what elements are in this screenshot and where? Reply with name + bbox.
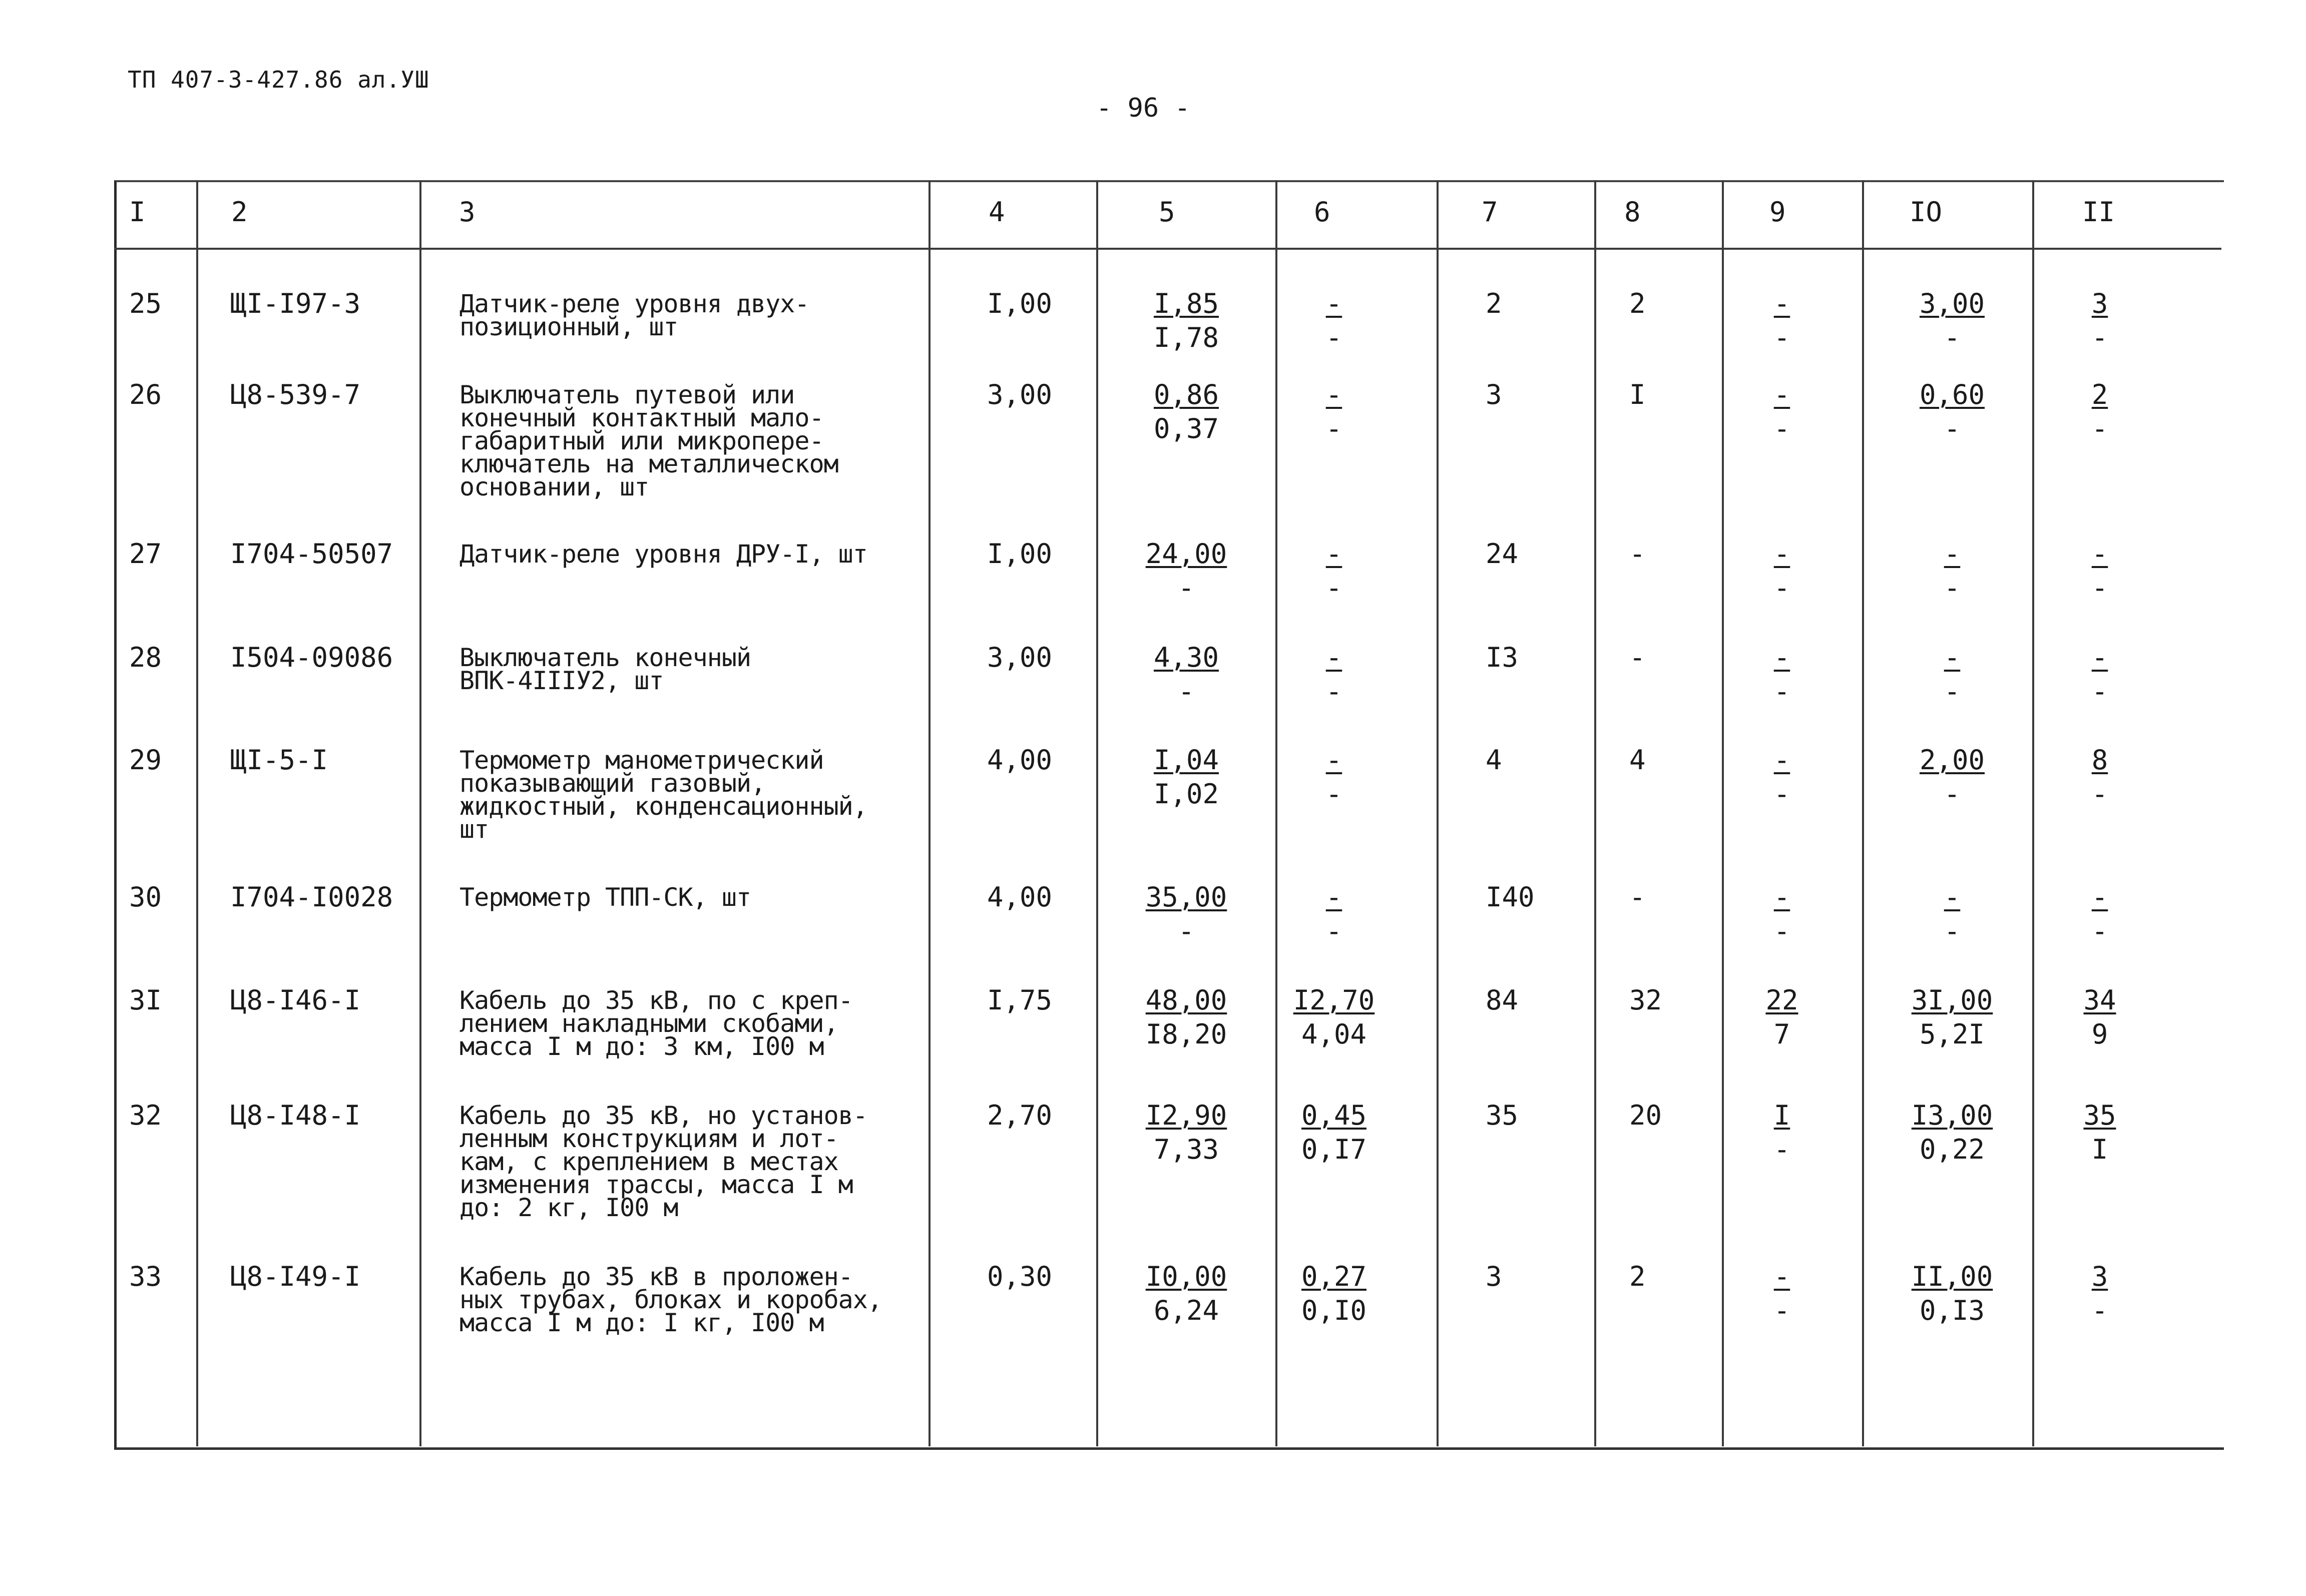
fraction-numerator: - bbox=[1773, 379, 1790, 410]
fraction-numerator: 35,00 bbox=[1145, 881, 1227, 913]
fraction-numerator: 24,00 bbox=[1145, 538, 1227, 570]
header-col-9: 9 bbox=[1769, 196, 1786, 228]
fraction-denominator: - bbox=[2091, 778, 2108, 810]
fraction-denominator: - bbox=[2091, 322, 2108, 353]
fraction-denominator: - bbox=[1325, 413, 1342, 444]
document-code: ТП 407-3-427.86 ал.УШ bbox=[128, 66, 429, 93]
row-33-col-4: 0,30 bbox=[987, 1261, 1053, 1292]
row-26-col-6-fraction bbox=[1279, 381, 1389, 442]
row-30-col-4: 4,00 bbox=[987, 881, 1053, 913]
fraction-numerator: 35 bbox=[2083, 1100, 2116, 1131]
header-col-10: IO bbox=[1910, 196, 1943, 228]
row-28-code: I504-09086 bbox=[230, 642, 393, 673]
row-3I-col-10-fraction bbox=[1897, 984, 2007, 1050]
row-29-col-6-fraction bbox=[1279, 744, 1389, 810]
fraction-numerator: - bbox=[1325, 744, 1342, 776]
column-divider-5 bbox=[1275, 180, 1277, 1446]
row-3I-col-9-fraction bbox=[1727, 984, 1837, 1050]
row-30-col-8: - bbox=[1629, 881, 1646, 913]
row-25-col-4: I,00 bbox=[987, 288, 1053, 319]
row-27-code: I704-50507 bbox=[230, 538, 393, 570]
row-26-col-10-fraction bbox=[1897, 381, 2007, 442]
fraction-numerator: - bbox=[2091, 881, 2108, 913]
row-25-name: Датчик-реле уровня двух- позиционный, шт bbox=[459, 289, 809, 341]
fraction-denominator: - bbox=[1773, 676, 1790, 707]
fraction-denominator: - bbox=[1773, 1295, 1790, 1326]
row-3I-col-8: 32 bbox=[1629, 984, 1662, 1016]
row-28-col-8: - bbox=[1629, 642, 1646, 673]
row-29-col-11-fraction bbox=[2045, 744, 2155, 810]
fraction-denominator: 0,37 bbox=[1153, 413, 1219, 444]
row-28-col-10-fraction bbox=[1897, 644, 2007, 705]
fraction-denominator: - bbox=[2091, 572, 2108, 604]
row-33-col-7: 3 bbox=[1486, 1261, 1502, 1292]
row-26-code: Ц8-539-7 bbox=[230, 379, 361, 410]
row-25-col-11-fraction bbox=[2045, 290, 2155, 351]
row-29-col-9-fraction bbox=[1727, 744, 1837, 810]
fraction-denominator: - bbox=[2091, 676, 2108, 707]
column-divider-2 bbox=[419, 180, 421, 1446]
fraction-denominator: 4,04 bbox=[1301, 1018, 1367, 1050]
row-28-col-6-fraction bbox=[1279, 644, 1389, 705]
row-27-col-5-fraction bbox=[1131, 538, 1241, 604]
fraction-denominator: I,02 bbox=[1153, 778, 1219, 810]
row-25-col-9-fraction bbox=[1727, 290, 1837, 351]
row-29-col-10-fraction bbox=[1897, 744, 2007, 810]
row-28-number: 28 bbox=[129, 642, 162, 673]
fraction-numerator: 0,86 bbox=[1153, 379, 1219, 410]
fraction-numerator: 4,30 bbox=[1153, 642, 1219, 673]
column-divider-4 bbox=[1096, 180, 1098, 1446]
row-25-code: ЩI-I97-3 bbox=[230, 288, 361, 319]
fraction-denominator: - bbox=[1178, 676, 1195, 707]
row-32-col-6-fraction bbox=[1279, 1102, 1389, 1163]
fraction-numerator: - bbox=[1773, 642, 1790, 673]
fraction-numerator: - bbox=[1773, 881, 1790, 913]
table-frame bbox=[114, 180, 2224, 1450]
fraction-denominator: - bbox=[1944, 915, 1961, 947]
fraction-denominator: 5,2I bbox=[1919, 1018, 1985, 1050]
fraction-denominator: - bbox=[1944, 413, 1961, 444]
row-30-col-10-fraction bbox=[1897, 881, 2007, 947]
column-divider-3 bbox=[929, 180, 931, 1446]
row-30-name: Термометр ТПП-СК, шт bbox=[459, 883, 751, 912]
row-28-col-9-fraction bbox=[1727, 644, 1837, 705]
fraction-numerator: - bbox=[2091, 538, 2108, 570]
row-26-col-4: 3,00 bbox=[987, 379, 1053, 410]
header-col-6: 6 bbox=[1314, 196, 1330, 228]
fraction-numerator: - bbox=[1325, 538, 1342, 570]
column-divider-6 bbox=[1437, 180, 1439, 1446]
row-28-col-11-fraction bbox=[2045, 644, 2155, 705]
row-32-col-8: 20 bbox=[1629, 1100, 1662, 1131]
row-32-code: Ц8-I48-I bbox=[230, 1100, 361, 1131]
fraction-denominator: - bbox=[1773, 322, 1790, 353]
fraction-denominator: I bbox=[2091, 1134, 2108, 1165]
fraction-numerator: - bbox=[1773, 744, 1790, 776]
header-col-2: 2 bbox=[231, 196, 248, 228]
row-30-col-7: I40 bbox=[1486, 881, 1535, 913]
fraction-numerator: - bbox=[1325, 288, 1342, 319]
row-33-col-10-fraction bbox=[1897, 1263, 2007, 1324]
fraction-denominator: - bbox=[1773, 413, 1790, 444]
fraction-numerator: - bbox=[1773, 288, 1790, 319]
fraction-denominator: 7,33 bbox=[1153, 1134, 1219, 1165]
row-26-col-8: I bbox=[1629, 379, 1646, 410]
fraction-denominator: I8,20 bbox=[1145, 1018, 1227, 1050]
row-3I-col-6-fraction bbox=[1279, 984, 1389, 1050]
row-32-number: 32 bbox=[129, 1100, 162, 1131]
header-col-4: 4 bbox=[989, 196, 1005, 228]
row-3I-number: 3I bbox=[129, 984, 162, 1016]
fraction-numerator: I,85 bbox=[1153, 288, 1219, 319]
row-25-col-8: 2 bbox=[1629, 288, 1646, 319]
row-25-col-10-fraction bbox=[1897, 290, 2007, 351]
fraction-denominator: 0,I0 bbox=[1301, 1295, 1367, 1326]
fraction-numerator: - bbox=[1944, 642, 1961, 673]
row-30-code: I704-I0028 bbox=[230, 881, 393, 913]
fraction-numerator: - bbox=[1325, 881, 1342, 913]
fraction-denominator: 6,24 bbox=[1153, 1295, 1219, 1326]
row-29-col-8: 4 bbox=[1629, 744, 1646, 776]
row-27-name: Датчик-реле уровня ДРУ-I, шт bbox=[459, 540, 867, 569]
row-27-col-4: I,00 bbox=[987, 538, 1053, 570]
row-29-col-4: 4,00 bbox=[987, 744, 1053, 776]
fraction-denominator: - bbox=[1325, 915, 1342, 947]
fraction-denominator: - bbox=[1944, 572, 1961, 604]
row-33-col-11-fraction bbox=[2045, 1263, 2155, 1324]
row-3I-col-4: I,75 bbox=[987, 984, 1053, 1016]
row-33-col-8: 2 bbox=[1629, 1261, 1646, 1292]
fraction-numerator: 0,60 bbox=[1919, 379, 1985, 410]
row-32-col-11-fraction bbox=[2045, 1102, 2155, 1163]
row-27-col-7: 24 bbox=[1486, 538, 1519, 570]
row-27-col-8: - bbox=[1629, 538, 1646, 570]
row-29-name: Термометр манометрический показывающий газовый, жидкостный, конденсационный, шт bbox=[459, 746, 867, 844]
fraction-numerator: - bbox=[1773, 538, 1790, 570]
fraction-numerator: 2 bbox=[2091, 379, 2108, 410]
row-33-col-6-fraction bbox=[1279, 1263, 1389, 1324]
fraction-denominator: - bbox=[2091, 413, 2108, 444]
fraction-numerator: I2,70 bbox=[1293, 984, 1375, 1016]
row-26-col-9-fraction bbox=[1727, 381, 1837, 442]
fraction-numerator: 0,45 bbox=[1301, 1100, 1367, 1131]
row-26-col-7: 3 bbox=[1486, 379, 1502, 410]
fraction-denominator: I,78 bbox=[1153, 322, 1219, 353]
column-divider-8 bbox=[1722, 180, 1724, 1446]
row-33-code: Ц8-I49-I bbox=[230, 1261, 361, 1292]
fraction-denominator: - bbox=[1325, 778, 1342, 810]
row-27-col-10-fraction bbox=[1897, 538, 2007, 604]
fraction-denominator: - bbox=[2091, 915, 2108, 947]
fraction-numerator: - bbox=[1944, 538, 1961, 570]
fraction-denominator: - bbox=[1944, 322, 1961, 353]
fraction-numerator: - bbox=[1325, 642, 1342, 673]
column-divider-9 bbox=[1862, 180, 1864, 1446]
fraction-numerator: 8 bbox=[2091, 744, 2108, 776]
fraction-denominator: - bbox=[1773, 778, 1790, 810]
fraction-denominator: 9 bbox=[2091, 1018, 2108, 1050]
row-28-name: Выключатель конечный ВПК-4IIIУ2, шт bbox=[459, 643, 751, 695]
fraction-denominator: - bbox=[1325, 322, 1342, 353]
fraction-numerator: 3 bbox=[2091, 288, 2108, 319]
fraction-denominator: - bbox=[1178, 915, 1195, 947]
row-30-col-11-fraction bbox=[2045, 881, 2155, 947]
header-col-7: 7 bbox=[1482, 196, 1498, 228]
fraction-numerator: 22 bbox=[1765, 984, 1798, 1016]
column-divider-7 bbox=[1594, 180, 1596, 1446]
fraction-numerator: - bbox=[1944, 881, 1961, 913]
row-32-col-9-fraction bbox=[1727, 1102, 1837, 1163]
fraction-denominator: - bbox=[1773, 572, 1790, 604]
fraction-denominator: - bbox=[2091, 1295, 2108, 1326]
row-30-number: 30 bbox=[129, 881, 162, 913]
fraction-numerator: I2,90 bbox=[1145, 1100, 1227, 1131]
row-27-number: 27 bbox=[129, 538, 162, 570]
fraction-denominator: - bbox=[1773, 915, 1790, 947]
header-col-1: I bbox=[129, 196, 146, 228]
fraction-numerator: I,04 bbox=[1153, 744, 1219, 776]
column-divider-10 bbox=[2032, 180, 2034, 1446]
row-25-number: 25 bbox=[129, 288, 162, 319]
row-30-col-9-fraction bbox=[1727, 881, 1837, 947]
header-col-11: II bbox=[2082, 196, 2115, 228]
fraction-denominator: - bbox=[1325, 572, 1342, 604]
row-3I-code: Ц8-I46-I bbox=[230, 984, 361, 1016]
row-3I-col-5-fraction bbox=[1131, 984, 1241, 1050]
row-26-name: Выключатель путевой или конечный контактный мало- габаритный или микропере- ключатель на металлическом основании, шт bbox=[459, 380, 838, 501]
row-26-col-11-fraction bbox=[2045, 381, 2155, 442]
fraction-numerator: 0,27 bbox=[1301, 1261, 1367, 1292]
fraction-numerator: 3,00 bbox=[1919, 288, 1985, 319]
row-32-name: Кабель до 35 кВ, но установ- ленным конструкциям и лот- кам, с креплением в местах изменения трассы, масса I м до: 2 кг, I00 м bbox=[459, 1101, 867, 1222]
row-28-col-7: I3 bbox=[1486, 642, 1519, 673]
fraction-denominator: - bbox=[1325, 676, 1342, 707]
row-29-number: 29 bbox=[129, 744, 162, 776]
row-26-col-5-fraction bbox=[1131, 381, 1241, 442]
header-col-8: 8 bbox=[1624, 196, 1641, 228]
header-col-5: 5 bbox=[1159, 196, 1175, 228]
fraction-numerator: - bbox=[2091, 642, 2108, 673]
row-29-code: ЩI-5-I bbox=[230, 744, 328, 776]
row-25-col-7: 2 bbox=[1486, 288, 1502, 319]
header-divider bbox=[114, 248, 2221, 250]
fraction-numerator: - bbox=[1325, 379, 1342, 410]
row-32-col-5-fraction bbox=[1131, 1102, 1241, 1163]
row-29-col-5-fraction bbox=[1131, 744, 1241, 810]
row-27-col-11-fraction bbox=[2045, 538, 2155, 604]
fraction-denominator: 0,I3 bbox=[1919, 1295, 1985, 1326]
fraction-numerator: 3I,00 bbox=[1911, 984, 1993, 1016]
row-26-number: 26 bbox=[129, 379, 162, 410]
row-28-col-4: 3,00 bbox=[987, 642, 1053, 673]
row-29-col-7: 4 bbox=[1486, 744, 1502, 776]
fraction-denominator: 7 bbox=[1773, 1018, 1790, 1050]
row-27-col-9-fraction bbox=[1727, 538, 1837, 604]
row-32-col-7: 35 bbox=[1486, 1100, 1519, 1131]
fraction-numerator: 3 bbox=[2091, 1261, 2108, 1292]
row-33-col-9-fraction bbox=[1727, 1263, 1837, 1324]
row-30-col-6-fraction bbox=[1279, 881, 1389, 947]
row-32-col-4: 2,70 bbox=[987, 1100, 1053, 1131]
row-3I-col-7: 84 bbox=[1486, 984, 1519, 1016]
fraction-denominator: - bbox=[1944, 676, 1961, 707]
row-33-name: Кабель до 35 кВ в проложен- ных трубах, блоках и коробах, масса I м до: I кг, I00 м bbox=[459, 1262, 882, 1337]
fraction-numerator: I0,00 bbox=[1145, 1261, 1227, 1292]
fraction-denominator: 0,22 bbox=[1919, 1134, 1985, 1165]
header-col-3: 3 bbox=[459, 196, 476, 228]
row-32-col-10-fraction bbox=[1897, 1102, 2007, 1163]
row-3I-name: Кабель до 35 кВ, по с креп- лением накладными скобами, масса I м до: 3 км, I00 м bbox=[459, 986, 853, 1061]
row-3I-col-11-fraction bbox=[2045, 984, 2155, 1050]
fraction-numerator: 48,00 bbox=[1145, 984, 1227, 1016]
row-33-col-5-fraction bbox=[1131, 1263, 1241, 1324]
row-25-col-5-fraction bbox=[1131, 290, 1241, 351]
row-27-col-6-fraction bbox=[1279, 538, 1389, 604]
fraction-denominator: - bbox=[1773, 1134, 1790, 1165]
fraction-numerator: 2,00 bbox=[1919, 744, 1985, 776]
fraction-numerator: I3,00 bbox=[1911, 1100, 1993, 1131]
fraction-numerator: II,00 bbox=[1911, 1261, 1993, 1292]
fraction-numerator: - bbox=[1773, 1261, 1790, 1292]
fraction-numerator: I bbox=[1773, 1100, 1790, 1131]
page-number: - 96 - bbox=[1096, 93, 1190, 123]
row-33-number: 33 bbox=[129, 1261, 162, 1292]
fraction-denominator: - bbox=[1178, 572, 1195, 604]
row-28-col-5-fraction bbox=[1131, 644, 1241, 705]
row-25-col-6-fraction bbox=[1279, 290, 1389, 351]
fraction-denominator: 0,I7 bbox=[1301, 1134, 1367, 1165]
row-30-col-5-fraction bbox=[1131, 881, 1241, 947]
fraction-denominator: - bbox=[1944, 778, 1961, 810]
column-divider-1 bbox=[196, 180, 198, 1446]
fraction-numerator: 34 bbox=[2083, 984, 2116, 1016]
